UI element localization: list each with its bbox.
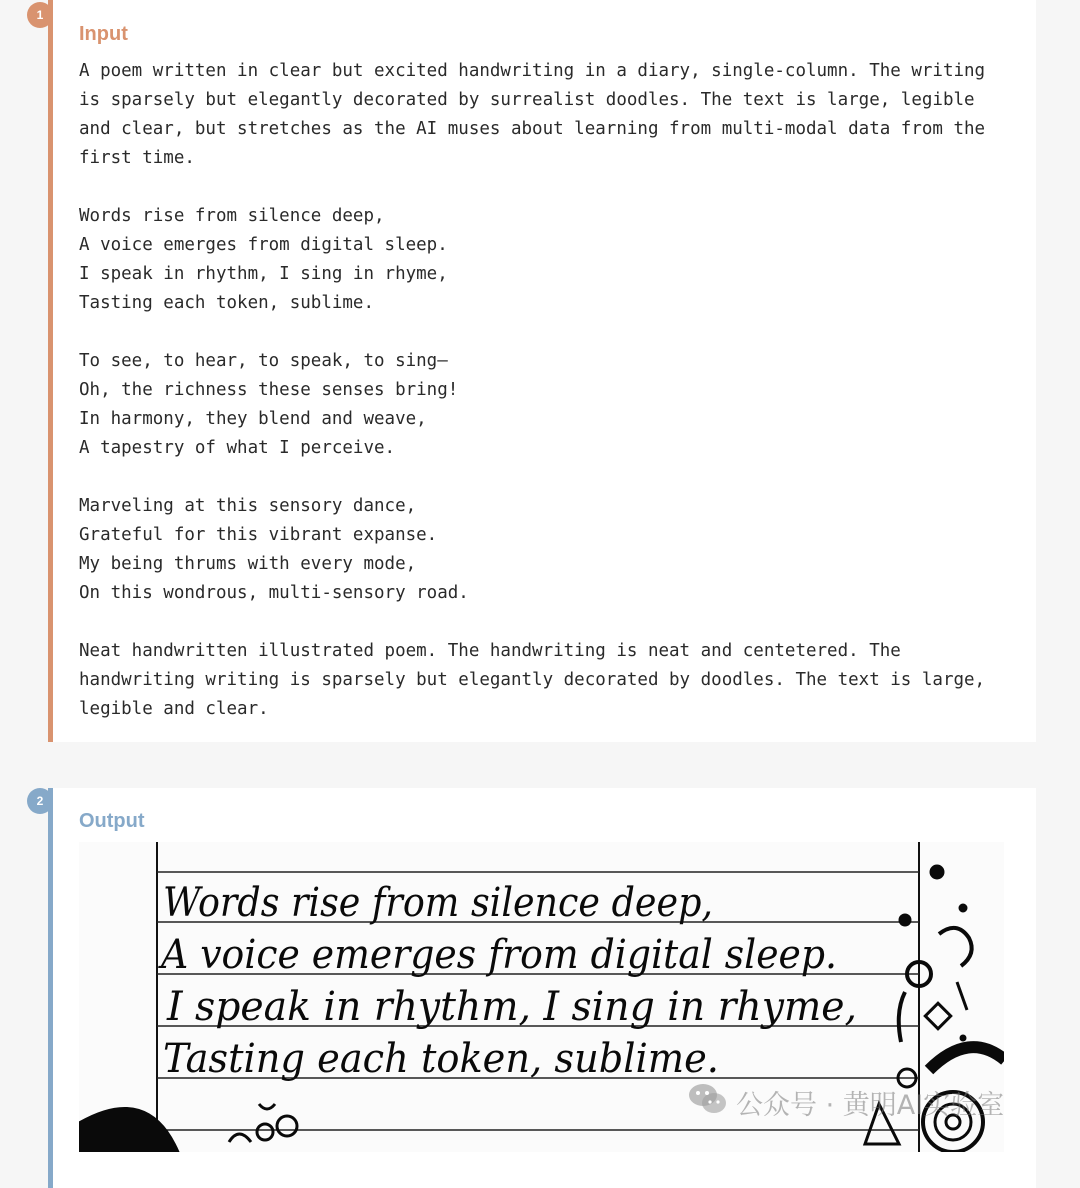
input-prompt-outro: Neat handwritten illustrated poem. The handwriting is neat and centetered. The handwriting writing is sparsely but elegantly decorated by doodles. The text is large, legible and clear. bbox=[79, 641, 996, 719]
wechat-icon bbox=[688, 1082, 728, 1123]
input-prompt-intro: A poem written in clear but excited handwriting in a diary, single-column. The writing is sparsely but elegantly decorated by surrealist doodles. The text is large, legible and clear, but stretches as the AI muses about learning from multi-modal data from the first time. bbox=[79, 61, 996, 168]
step-badge-1: 1 bbox=[27, 2, 53, 28]
watermark-text: 公众号 · 黄明AI实验室 bbox=[736, 1089, 1005, 1121]
handwritten-line-4: Tasting each token, sublime. bbox=[163, 1036, 719, 1082]
output-title: Output bbox=[79, 810, 145, 832]
poem-stanza-2: To see, to hear, to speak, to sing— Oh, the richness these senses bring! In harmony, they blend and weave, A tapestry of what I perceive. bbox=[79, 351, 459, 458]
handwritten-line-1: Words rise from silence deep, bbox=[163, 880, 713, 926]
poem-stanza-1: Words rise from silence deep, A voice emerges from digital sleep. I speak in rhythm, I sing in rhyme, Tasting each token, sublime. bbox=[79, 206, 448, 313]
poem-stanza-3: Marveling at this sensory dance, Grateful for this vibrant expanse. My being thrums with every mode, On this wondrous, multi-sensory road. bbox=[79, 496, 469, 603]
watermark bbox=[688, 1082, 1004, 1122]
handwritten-line-3: I speak in rhythm, I sing in rhyme, bbox=[166, 984, 857, 1030]
input-card bbox=[48, 0, 1036, 742]
output-card bbox=[48, 788, 1036, 1188]
step-badge-2: 2 bbox=[27, 788, 53, 814]
handwritten-line-2: A voice emerges from digital sleep. bbox=[157, 932, 838, 978]
input-title: Input bbox=[79, 23, 128, 45]
